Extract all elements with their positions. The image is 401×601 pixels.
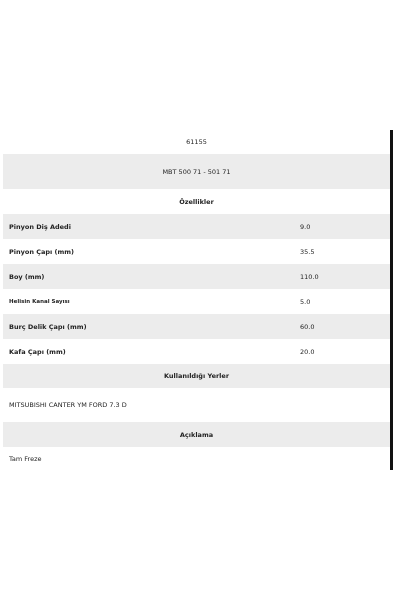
spec-row [3, 289, 390, 314]
product-code-row [3, 130, 390, 154]
spec-value: 5.0 [300, 297, 311, 306]
usage-row [3, 388, 390, 422]
spec-value: 9.0 [300, 222, 311, 231]
description-row [3, 447, 390, 471]
spec-label: Burç Delik Çapı (mm) [9, 322, 87, 331]
usage-section-title: Kullanıldığı Yerler [163, 372, 230, 380]
specs-section-header [3, 189, 390, 214]
spec-label: Pinyon Diş Adedi [9, 222, 71, 231]
spec-label: Boy (mm) [9, 272, 45, 281]
product-code: 61155 [186, 138, 207, 146]
description-text: Tam Freze [9, 455, 42, 463]
description-section-title: Açıklama [179, 430, 214, 439]
usage-text: MITSUBISHI CANTER YM FORD 7.3 D [9, 401, 127, 409]
spec-label: Kafa Çapı (mm) [9, 347, 66, 356]
spec-row [3, 314, 390, 339]
spec-value: 110.0 [300, 272, 319, 281]
right-border-line [390, 130, 393, 470]
spec-row [3, 339, 390, 364]
spec-row [3, 239, 390, 264]
oem-codes-row [3, 154, 390, 189]
spec-label: Helisin Kanal Sayısı [9, 298, 70, 305]
specs-section-title: Özellikler [179, 197, 214, 206]
oem-codes: MBT 500 71 - 501 71 [162, 167, 231, 176]
spec-value: 60.0 [300, 322, 315, 331]
usage-section-header [3, 364, 390, 388]
spec-label: Pinyon Çapı (mm) [9, 247, 74, 256]
spec-row [3, 214, 390, 239]
description-section-header [3, 422, 390, 447]
spec-row [3, 264, 390, 289]
spec-value: 35.5 [300, 247, 315, 256]
spec-value: 20.0 [300, 347, 315, 356]
product-spec-table [3, 130, 390, 471]
